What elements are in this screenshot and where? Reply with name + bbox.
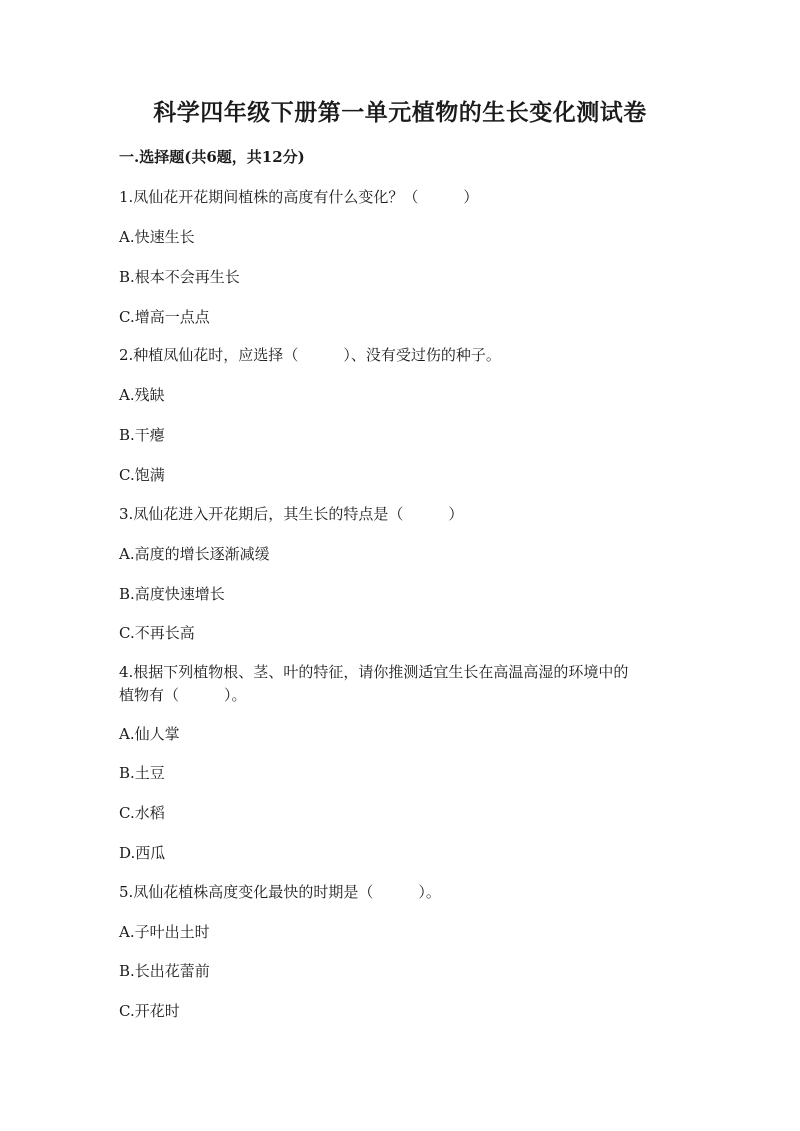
- question-5-option-c[interactable]: C.开花时: [119, 1002, 180, 1020]
- question-4-stem-line-2: 植物有（ ）。: [119, 686, 247, 704]
- question-3-stem: 3.凤仙花进入开花期后，其生长的特点是（ ）: [119, 505, 464, 523]
- question-3-option-c[interactable]: C.不再长高: [119, 624, 195, 642]
- question-1-option-b[interactable]: B.根本不会再生长: [119, 268, 240, 286]
- question-2-option-b[interactable]: B.干瘪: [119, 426, 165, 444]
- question-3-option-a[interactable]: A.高度的增长逐渐减缓: [119, 545, 270, 563]
- question-4-stem-line-1: 4.根据下列植物根、茎、叶的特征，请你推测适宜生长在高温高湿的环境中的: [119, 663, 629, 681]
- section-heading: 一.选择题(共6题，共12分): [119, 148, 305, 166]
- question-2-option-c[interactable]: C.饱满: [119, 466, 165, 484]
- question-4-option-c[interactable]: C.水稻: [119, 804, 165, 822]
- question-1-option-a[interactable]: A.快速生长: [119, 228, 195, 246]
- exam-title: 科学四年级下册第一单元植物的生长变化测试卷: [153, 99, 647, 126]
- question-5-option-b[interactable]: B.长出花蕾前: [119, 962, 210, 980]
- question-3-option-b[interactable]: B.高度快速增长: [119, 585, 225, 603]
- question-1-option-c[interactable]: C.增高一点点: [119, 308, 210, 326]
- question-4-option-a[interactable]: A.仙人掌: [119, 725, 180, 743]
- question-1-stem: 1.凤仙花开花期间植株的高度有什么变化？（ ）: [119, 188, 479, 206]
- question-2-option-a[interactable]: A.残缺: [119, 386, 165, 404]
- question-2-stem: 2.种植凤仙花时，应选择（ ）、没有受过伤的种子。: [119, 346, 501, 364]
- question-4-option-b[interactable]: B.土豆: [119, 764, 165, 782]
- question-5-option-a[interactable]: A.子叶出土时: [119, 923, 210, 941]
- question-5-stem: 5.凤仙花植株高度变化最快的时期是（ ）。: [119, 883, 441, 901]
- question-4-option-d[interactable]: D.西瓜: [119, 844, 166, 862]
